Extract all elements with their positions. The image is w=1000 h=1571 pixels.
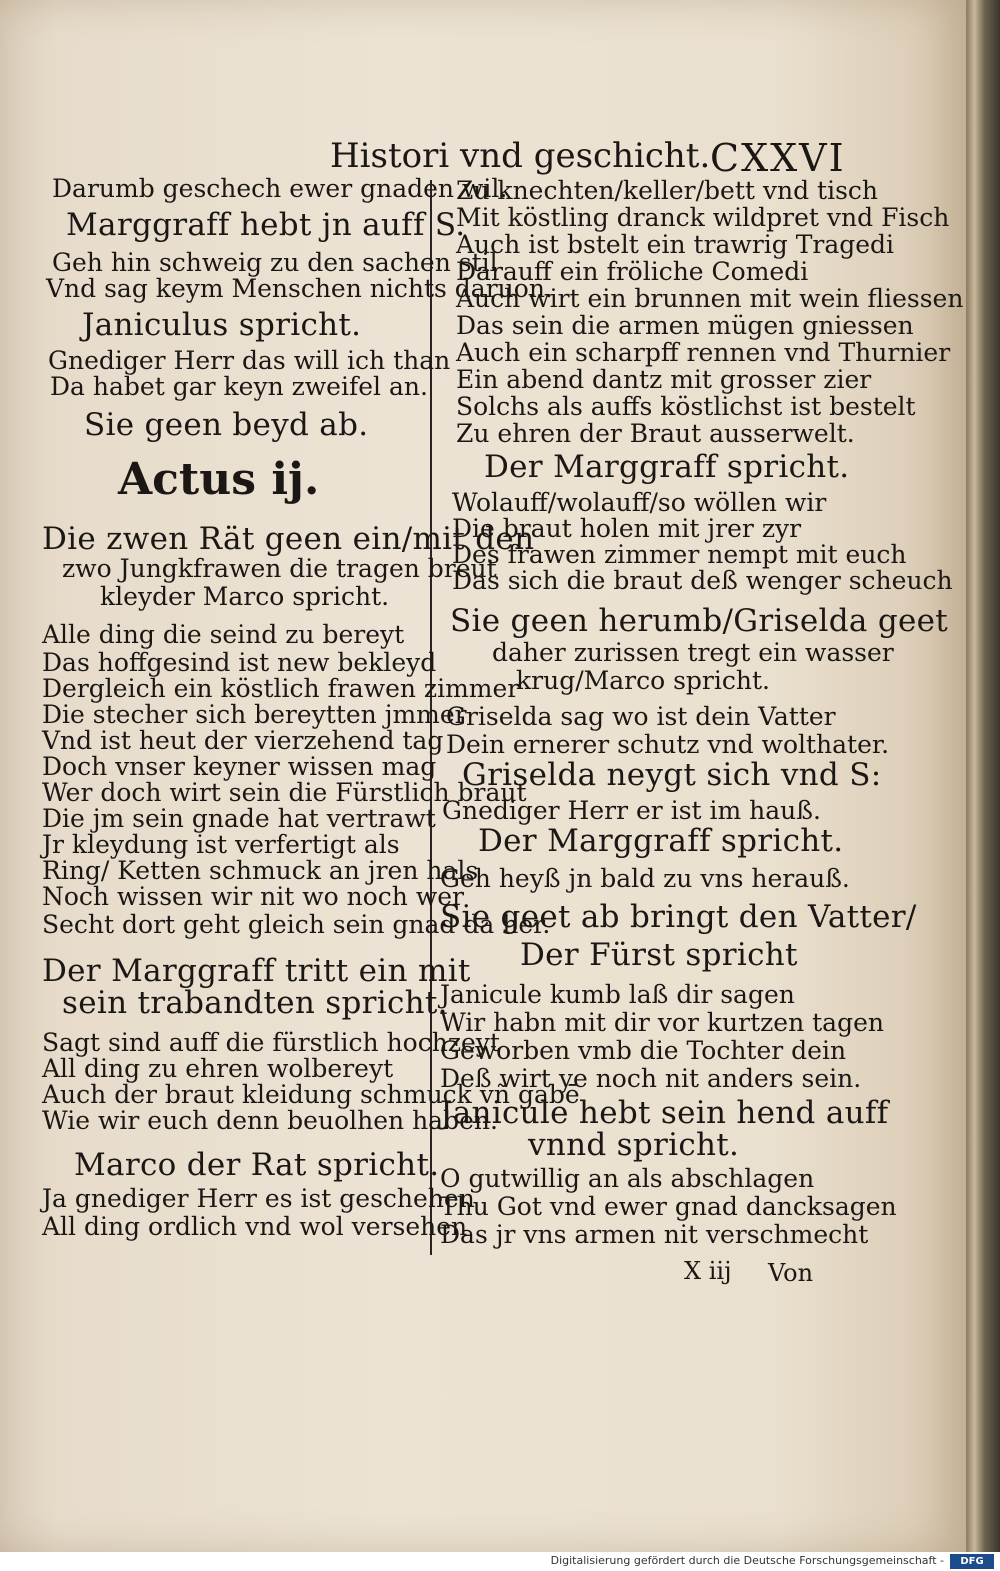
verse-line: Griselda sag wo ist dein Vatter bbox=[446, 702, 836, 731]
verse-line: Auch wirt ein brunnen mit wein fliessen bbox=[456, 284, 964, 313]
verse-line: Vnd sag keym Menschen nichts daruon. bbox=[46, 274, 553, 303]
verse-line: Geworben vmb die Tochter dein bbox=[440, 1036, 847, 1065]
verse-line: Das sein die armen mügen gniessen bbox=[456, 311, 914, 340]
verse-line: Die stecher sich bereytten jmmer bbox=[42, 700, 467, 729]
verse-line: Jr kleydung ist verfertigt als bbox=[42, 830, 400, 859]
verse-line: Darauff ein fröliche Comedi bbox=[456, 257, 809, 286]
verse-line: Gnediger Herr das will ich than bbox=[48, 346, 451, 375]
verse-line: Wir habn mit dir vor kurtzen tagen bbox=[440, 1008, 884, 1037]
verse-line: Darumb geschech ewer gnaden wil. bbox=[52, 174, 508, 203]
verse-line: Des frawen zimmer nempt mit euch bbox=[452, 540, 907, 569]
verse-line: Gnediger Herr er ist im hauß. bbox=[442, 796, 821, 825]
verse-line: Janicule kumb laß dir sagen bbox=[440, 980, 795, 1009]
verse-line: Solchs als auffs köstlichst ist bestelt bbox=[456, 392, 916, 421]
stage-direction: Marggraff hebt jn auff S. bbox=[66, 207, 466, 243]
stage-direction: Sie geen herumb/Griselda geet bbox=[450, 603, 949, 639]
verse-line: Vnd ist heut der vierzehend tag bbox=[42, 726, 444, 755]
verse-line: Mit köstling dranck wildpret vnd Fisch bbox=[456, 203, 950, 232]
verse-line: All ding zu ehren wolbereyt bbox=[42, 1054, 394, 1083]
verse-line: Noch wissen wir nit wo noch wer bbox=[42, 882, 464, 911]
stage-direction: Janicule hebt sein hend auff bbox=[440, 1095, 889, 1131]
verse-line: Ein abend dantz mit grosser zier bbox=[456, 365, 872, 394]
act-title: Actus ij. bbox=[118, 454, 320, 505]
verse-line: Deß wirt ye noch nit anders sein. bbox=[440, 1064, 862, 1093]
verse-line: Wie wir euch denn beuolhen haben. bbox=[42, 1106, 498, 1135]
verse-line: Die braut holen mit jrer zyr bbox=[452, 514, 802, 543]
verse-line: Das jr vns armen nit verschmecht bbox=[440, 1220, 869, 1249]
stage-direction: Griselda neygt sich vnd S: bbox=[462, 757, 882, 793]
verse-line: Wolauff/wolauff/so wöllen wir bbox=[452, 488, 827, 517]
catchword: Von bbox=[768, 1259, 814, 1287]
verse-line: Auch ein scharpff rennen vnd Thurnier bbox=[456, 338, 951, 367]
verse-line: Da habet gar keyn zweifel an. bbox=[50, 372, 428, 401]
signature-mark: X iij bbox=[684, 1257, 732, 1285]
dfg-logo: DFG bbox=[950, 1554, 994, 1569]
stage-direction: krug/Marco spricht. bbox=[516, 666, 770, 695]
stage-direction: Janiculus spricht. bbox=[82, 307, 362, 343]
stage-direction: daher zurissen tregt ein wasser bbox=[492, 638, 894, 667]
verse-line: Sagt sind auff die fürstlich hochzeyt bbox=[42, 1028, 500, 1057]
funding-credit: Digitalisierung gefördert durch die Deutsche Forschungsgemeinschaft - bbox=[550, 1554, 944, 1567]
verse-line: Ja gnediger Herr es ist geschehen bbox=[42, 1184, 475, 1213]
verse-line: Das sich die braut deß wenger scheuch bbox=[452, 566, 953, 595]
verse-line: Thu Got vnd ewer gnad dancksagen bbox=[440, 1192, 897, 1221]
verse-line: Dein ernerer schutz vnd wolthater. bbox=[446, 730, 890, 759]
stage-direction: Der Marggraff spricht. bbox=[478, 823, 844, 859]
stage-direction: Der Fürst spricht bbox=[520, 937, 798, 973]
stage-direction: zwo Jungkfrawen die tragen breut bbox=[62, 554, 497, 583]
stage-direction: Die zwen Rät geen ein/mit den bbox=[42, 521, 535, 557]
verse-line: Die jm sein gnade hat vertrawt bbox=[42, 804, 436, 833]
stage-direction: vnnd spricht. bbox=[528, 1127, 740, 1163]
verse-line: Ring/ Ketten schmuck an jren hals bbox=[42, 856, 479, 885]
stage-direction: sein trabandten spricht. bbox=[62, 985, 448, 1021]
running-title: Histori vnd geschicht. bbox=[330, 136, 711, 176]
stage-direction: Marco der Rat spricht. bbox=[74, 1147, 440, 1183]
stage-direction: kleyder Marco spricht. bbox=[100, 582, 390, 611]
verse-line: Alle ding die seind zu bereyt bbox=[42, 620, 405, 649]
stage-direction: Sie geen beyd ab. bbox=[84, 407, 369, 443]
verse-line: O gutwillig an als abschlagen bbox=[440, 1164, 815, 1193]
folio-number: CXXVI bbox=[710, 136, 846, 180]
verse-line: Auch der braut kleidung schmuck vñ gabē bbox=[42, 1080, 580, 1109]
verse-line: Secht dort geht gleich sein gnad da her. bbox=[42, 910, 551, 939]
stage-direction: Der Marggraff tritt ein mit bbox=[42, 953, 471, 989]
verse-line: Dergleich ein köstlich frawen zimmer bbox=[42, 674, 520, 703]
page-edge bbox=[966, 0, 1000, 1552]
verse-line: Zu ehren der Braut ausserwelt. bbox=[456, 419, 855, 448]
stage-direction: Sie geet ab bringt den Vatter/ bbox=[440, 899, 917, 935]
verse-line: Wer doch wirt sein die Fürstlich braut bbox=[42, 778, 527, 807]
stage-direction: Der Marggraff spricht. bbox=[484, 449, 850, 485]
verse-line: Geh heyß jn bald zu vns herauß. bbox=[440, 864, 850, 893]
verse-line: Das hoffgesind ist new bekleyd bbox=[42, 648, 437, 677]
verse-line: All ding ordlich vnd wol versehen bbox=[42, 1212, 468, 1241]
verse-line: Auch ist bstelt ein trawrig Tragedi bbox=[456, 230, 895, 259]
verse-line: Zu knechten/keller/bett vnd tisch bbox=[456, 176, 879, 205]
verse-line: Geh hin schweig zu den sachen stil bbox=[52, 248, 498, 277]
verse-line: Doch vnser keyner wissen mag bbox=[42, 752, 437, 781]
